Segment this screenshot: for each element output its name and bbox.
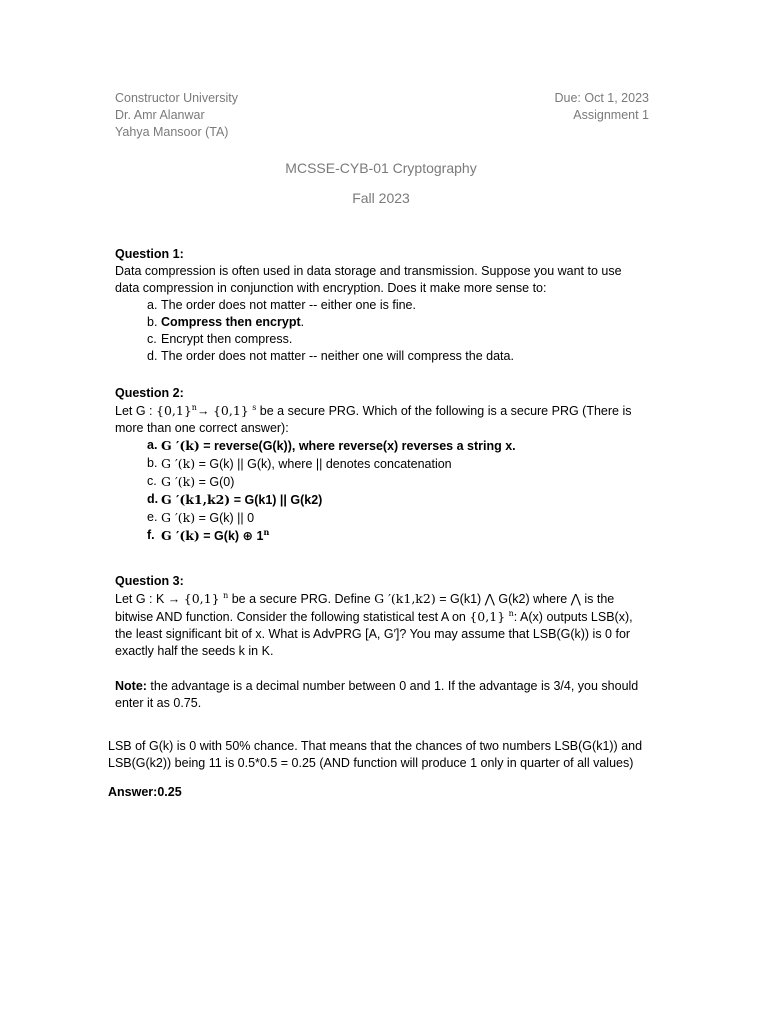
ta-name: Yahya Mansoor (TA) bbox=[115, 125, 229, 139]
header-left bbox=[115, 90, 238, 141]
option-a: a. G ′(k) = reverse(G(k)), where reverse(x) reverses a string x. bbox=[147, 438, 516, 453]
option-d: d. The order does not matter -- neither one will compress the data. bbox=[147, 349, 514, 363]
term-title: Fall 2023 bbox=[352, 190, 410, 206]
question-2-title: Question 2: bbox=[115, 386, 184, 400]
note-text: the advantage is a decimal number between 0 and 1. If the advantage is 3/4, you should enter it as 0.75. bbox=[115, 679, 639, 710]
option-f: f. G ′(k) = G(k) ⊕ 1$^n$ bbox=[147, 526, 270, 543]
question-3-title: Question 3: bbox=[115, 574, 184, 588]
question-3-note bbox=[115, 678, 645, 712]
question-1-text: Data compression is often used in data storage and transmission. Suppose you want to use data compression in conjunction with encryption. Does it make more sense to: bbox=[115, 264, 622, 295]
option-e: e. G ′(k) = G(k) || 0 bbox=[147, 510, 255, 525]
note-label: Note: bbox=[115, 679, 147, 693]
option-b: b. G ′(k) = G(k) || G(k), where || denotes concatenation bbox=[147, 456, 452, 471]
option-d: d. G ′(k1,k2) = G(k1) || G(k2) bbox=[147, 492, 323, 507]
header-right bbox=[554, 90, 649, 124]
answer-explanation: LSB of G(k) is 0 with 50% chance. That means that the chances of two numbers LSB(G(k1)) and LSB(G(k2)) being 11 is 0.5*0.5 = 0.25 (AND function will produce 1 only in quarter of all values) bbox=[108, 739, 643, 770]
option-c: c. Encrypt then compress. bbox=[147, 332, 293, 346]
question-1-title: Question 1: bbox=[115, 247, 184, 261]
final-answer: Answer:0.25 bbox=[108, 785, 182, 799]
question-1-options bbox=[115, 297, 645, 365]
course-title: MCSSE-CYB-01 Cryptography bbox=[285, 160, 477, 176]
option-b: b. Compress then encrypt. bbox=[147, 315, 305, 329]
question-3-text: Let G : K → {0,1} $^n$ be a secure PRG. Define G ′(k1,k2) = G(k1) ⋀ G(k2) where ⋀ is the bitwise AND function. Consider the following statistical test A on {0,1} $^n$: A(x) outputs LSB(x), the least significant bit of x. What is AdvPRG [A, G′]? You may assume that LSB(G(k)) is 0 for exactly half the seeds k in K. bbox=[115, 590, 633, 658]
instructor-name: Dr. Amr Alanwar bbox=[115, 108, 205, 122]
question-2-text: Let G : $\{0,1\}^n\to \{0,1\}$ $^s$ be a secure PRG. Which of the following is a secure PRG (There is more than one correct answer): bbox=[115, 402, 632, 435]
option-a: a. The order does not matter -- either one is fine. bbox=[147, 298, 416, 312]
question-1 bbox=[115, 246, 645, 365]
university-name: Constructor University bbox=[115, 91, 238, 105]
question-2 bbox=[115, 385, 645, 545]
due-date: Due: Oct 1, 2023 bbox=[554, 91, 649, 105]
question-3 bbox=[115, 573, 645, 712]
question-2-options bbox=[115, 437, 645, 545]
assignment-number: Assignment 1 bbox=[573, 108, 649, 122]
option-c: c. G ′(k) = G(0) bbox=[147, 474, 235, 489]
